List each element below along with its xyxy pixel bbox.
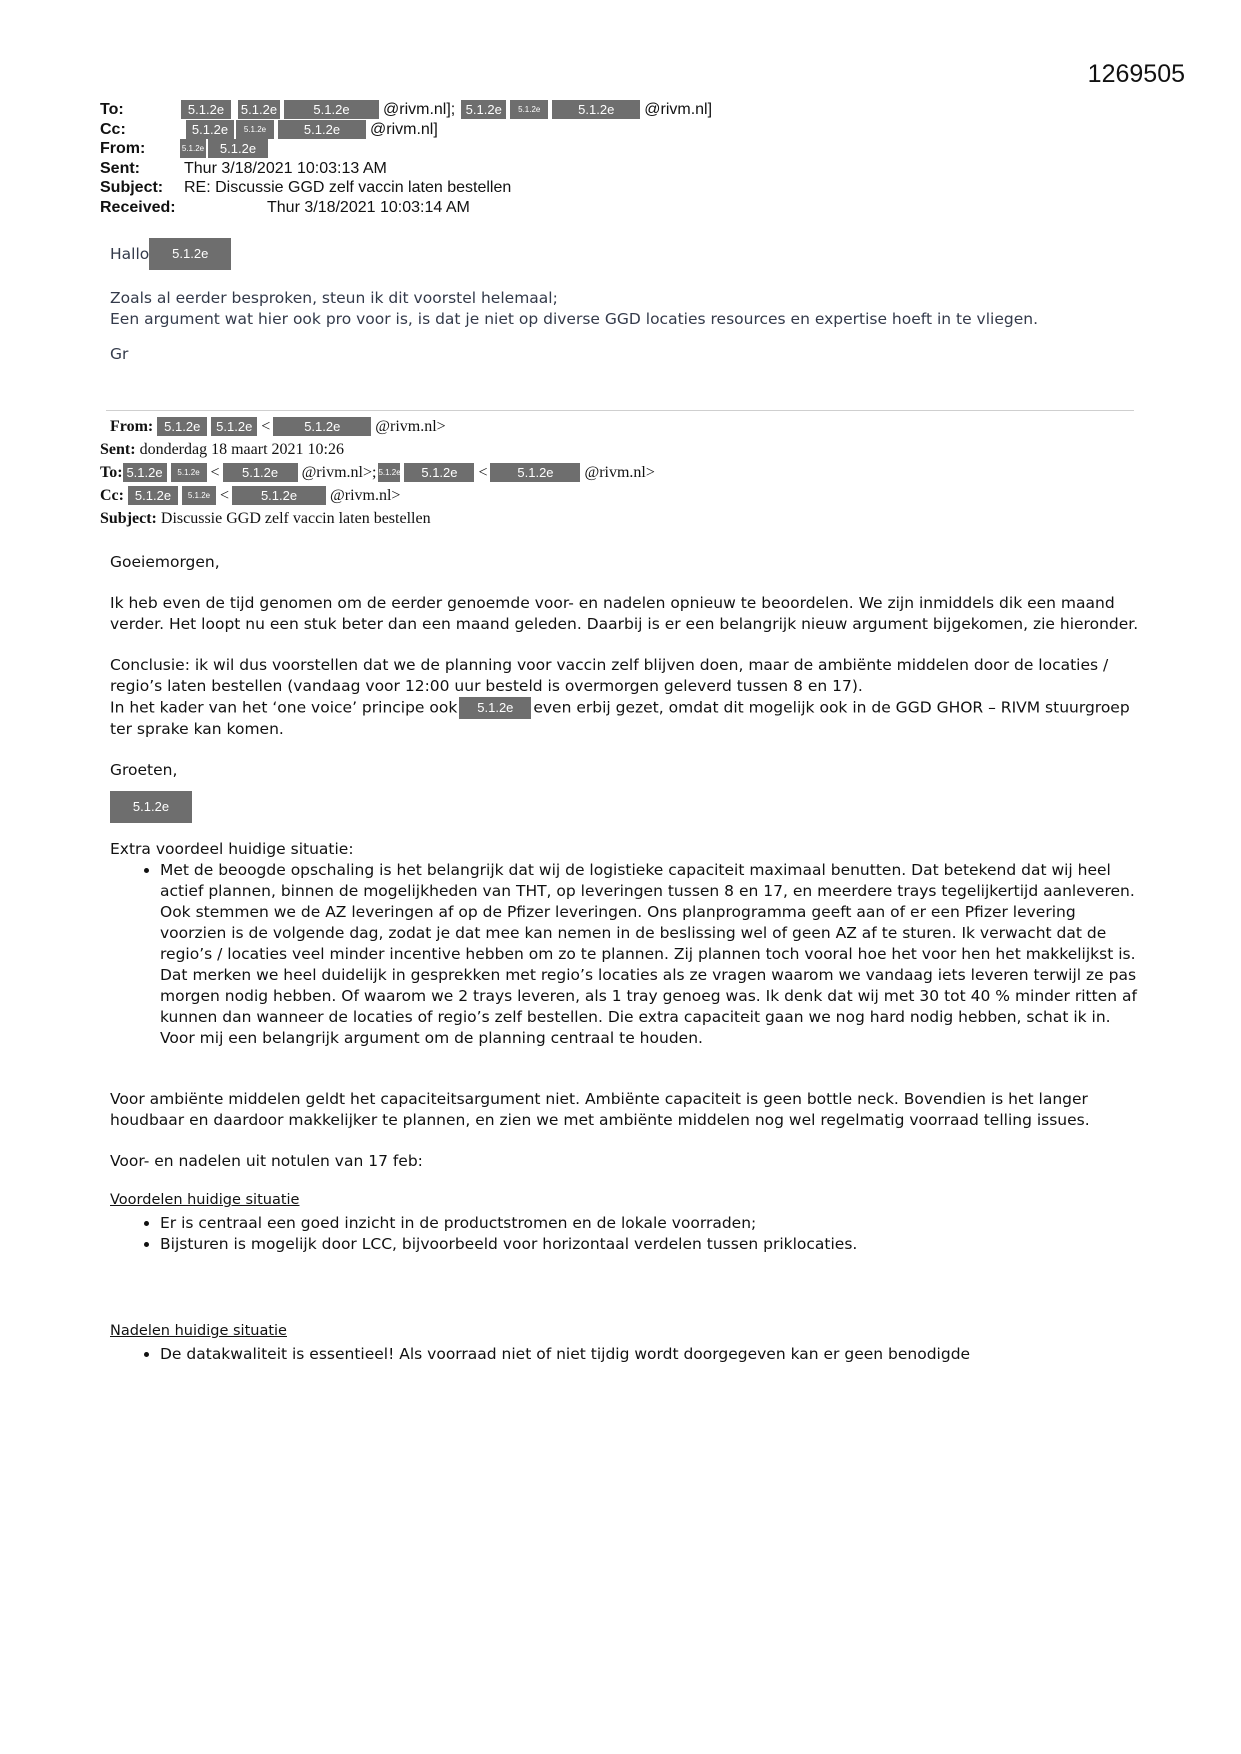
redaction-box: 5.1.2e [232,486,326,505]
redaction-box: 5.1.2e [208,139,268,158]
document-number: 1269505 [1087,60,1185,88]
redaction-box: 5.1.2e [110,791,192,823]
redaction-box: 5.1.2e [459,697,531,719]
fwd-sent-value: donderdag 18 maart 2021 10:26 [139,440,344,458]
voordelen-heading: Voordelen huidige situatie [110,1192,300,1208]
redaction-box: 5.1.2e [273,417,371,436]
received-row [100,198,712,218]
redaction-box: 5.1.2e [490,463,580,482]
signature-block [110,791,1140,823]
body-closing: Groeten, [110,761,178,779]
reply-greeting: Hallo [110,244,150,263]
redaction-box: 5.1.2e [123,463,167,482]
fwd-sent-row [100,438,655,461]
fwd-from-domain: @rivm.nl> [375,417,446,435]
redaction-box: 5.1.2e [186,120,234,139]
redaction-box: 5.1.2e [278,120,366,139]
redaction-box: 5.1.2e [128,486,178,505]
body-paragraph-4: Voor ambiënte middelen geldt het capaciteitsargument niet. Ambiënte capaciteit is geen bottle neck. Bovendien is het langer houdbaar en daardoor makkelijker te plannen, en zien we met ambiënte middelen nog wel regelmatig voorraad telling issues. [110,1090,1090,1129]
sent-row [100,159,712,179]
to-domain-1: @rivm.nl]; [383,101,456,119]
to-domain-2: @rivm.nl] [644,101,713,119]
redaction-box: 5.1.2e [461,100,506,119]
list-item: • Bijsturen is mogelijk door LCC, bijvoorbeeld voor horizontaal verdelen tussen priklocaties. [160,1234,1140,1255]
nadelen-heading: Nadelen huidige situatie [110,1323,287,1339]
sent-label: Sent: [100,159,140,177]
to-label: To: [100,101,124,119]
fwd-from-row: From: 5.1.2e 5.1.2e < 5.1.2e @rivm.nl> [100,415,655,438]
subject-label: Subject: [100,179,164,197]
redaction-box: 5.1.2e [238,100,280,119]
to-row [100,100,712,120]
reply-paragraph [110,288,1130,330]
fwd-to-row: To: 5.1.2e 5.1.2e < 5.1.2e @rivm.nl>; 5.1.2e 5.1.2e < 5.1.2e @rivm.nl> [100,461,655,484]
fwd-subject-row [100,507,655,530]
body-paragraph-5: Voor- en nadelen uit notulen van 17 feb: [110,1152,423,1170]
redaction-box: 5.1.2e [157,417,207,436]
email-header [100,100,712,217]
redaction-box: 5.1.2e [182,486,216,505]
fwd-to-label: To: [100,463,123,481]
redaction-box: 5.1.2e [404,463,474,482]
cc-domain: @rivm.nl] [370,120,438,138]
extra-list-item: • Met de beoogde opschaling is het belangrijk dat wij de logistieke capaciteit maximaal benutten. Dat betekend dat wij heel actief plannen, binnen de mogelijkheden van THT, op leveringen tussen 8 en 17, en meerdere trays tegelijkertijd aanleveren. Ook stemmen we de AZ leveringen af op de Pfizer leveringen. Ons planprogramma geeft aan of er een Pfizer levering voorzien is de volgende dag, zodat je dat mee kan nemen in de beslissing wel of geen AZ af te sturen. Ik verwacht dat de regio’s / locaties veel minder incentive hebben om zo te plannen. Zij plannen toch vooral hoe het voor hen het makkelijkst is. Dat merken we heel duidelijk in gesprekken met regio’s locaties als ze vragen waarom we vandaag iets leveren terwijl ze pas morgen nodig hebben. Of waarom we 2 trays leveren, als 1 tray genoeg was. Ik denk dat wij met 30 tot 40 % minder ritten af kunnen dan wanneer de locaties of regio’s zelf bestellen. Die extra capaciteit gaan we nog hard nodig hebben, schat ik in. Voor mij een belangrijk argument om de planning centraal te houden. [160,860,1140,1049]
redaction-box: 5.1.2e [552,100,640,119]
body-paragraph-1: Ik heb even de tijd genomen om de eerder genoemde voor- en nadelen opnieuw te beoordelen. We zijn inmiddels dik een maand verder. Het loopt nu een stuk beter dan een maand geleden. Daarbij is er een belangrijk nieuw argument bijgekomen, zie hieronder. [110,594,1139,633]
sent-value: Thur 3/18/2021 10:03:13 AM [184,159,387,177]
cc-label: Cc: [100,120,126,138]
redaction-box: 5.1.2e [236,120,274,139]
fwd-cc-row: Cc: 5.1.2e 5.1.2e < 5.1.2e @rivm.nl> [100,484,655,507]
fwd-to-domain-1: @rivm.nl>; [301,463,377,481]
list-item: • Er is centraal een goed inzicht in de productstromen en de lokale voorraden; [160,1213,1140,1234]
redaction-box: 5.1.2e [510,100,548,119]
redaction-box: 5.1.2e [180,139,206,158]
redaction-box: 5.1.2e [171,463,207,482]
cc-row [100,120,712,140]
extra-heading: Extra voordeel huidige situatie: [110,840,354,858]
voordelen-list [110,1213,1140,1255]
forwarded-header [100,415,655,530]
fwd-subject-label: Subject: [100,509,157,527]
reply-line-1: Zoals al eerder besproken, steun ik dit voorstel helemaal; [110,289,558,307]
reply-line-2: Een argument wat hier ook pro voor is, is dat je niet op diverse GGD locaties resources en expertise hoeft in te vliegen. [110,310,1039,328]
reply-greeting-line [110,238,1130,270]
redaction-box: 5.1.2e [378,463,400,482]
fwd-subject-value: Discussie GGD zelf vaccin laten bestellen [160,509,431,527]
fwd-cc-domain: @rivm.nl> [330,486,401,504]
body-paragraph-2 [110,655,1140,740]
subject-row [100,178,712,198]
nadelen-list [110,1344,1140,1365]
list-item: • De datakwaliteit is essentieel! Als voorraad niet of niet tijdig wordt doorgegeven kan er geen benodigde [160,1344,1140,1365]
redaction-box: 5.1.2e [181,100,231,119]
redaction-box: 5.1.2e [223,463,298,482]
fwd-to-domain-2: @rivm.nl> [584,463,655,481]
from-row [100,139,712,159]
redaction-box: 5.1.2e [284,100,379,119]
fwd-cc-label: Cc: [100,486,124,504]
body-greeting: Goeiemorgen, [110,553,220,571]
from-label: From: [100,140,146,158]
received-value: Thur 3/18/2021 10:03:14 AM [267,198,470,216]
body-one-voice-b: even erbij gezet, omdat dit mogelijk ook in de GGD GHOR – RIVM stuurgroep ter sprake kan komen. [110,698,1130,738]
reply-signoff: Gr [110,345,129,363]
fwd-from-label: From: [110,417,154,435]
subject-value: RE: Discussie GGD zelf vaccin laten bestellen [184,179,512,197]
fwd-sent-label: Sent: [100,440,136,458]
message-body [110,552,1140,1385]
redaction-box: 5.1.2e [211,417,257,436]
extra-list [110,860,1140,1049]
redaction-box: 5.1.2e [149,238,231,270]
body-one-voice-a: In het kader van het ‘one voice’ principe ook [110,698,458,717]
received-label: Received: [100,198,176,216]
separator-line [106,410,1134,411]
reply-message [110,238,1130,381]
body-conclusion: Conclusie: ik wil dus voorstellen dat we de planning voor vaccin zelf blijven doen, maar de ambiënte middelen door de locaties / regio’s laten bestellen (vandaag voor 12:00 uur besteld is overmorgen geleverd tussen 8 en 17). [110,656,1109,695]
